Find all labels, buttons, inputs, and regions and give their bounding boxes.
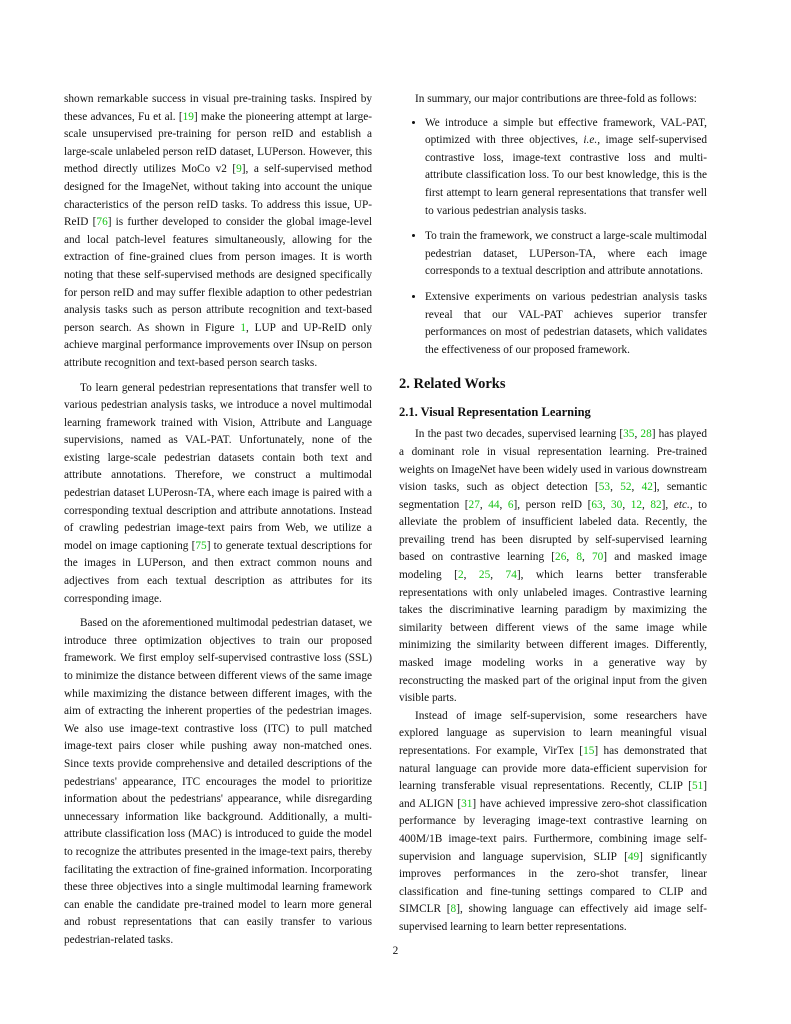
paragraph-intro-continued: shown remarkable success in visual pre-training tasks. Inspired by these advances, Fu et al. [19] make the pioneering attempt at large-scale unsupervised pre-training for person reID and establish a large-scale unlabeled person reID dataset, LUPerson. However, this method directly utilizes MoCo v2 [9], a self-supervised method designed for the ImageNet, without taking into account the unique characteristics of the person reID tasks. To address this issue, UP-ReID [76] is further developed to consider the global image-level and local patch-level features simultaneously, allowing for the extraction of fine-grained clues from person images. It is worth noting that these self-supervised methods are designed specifically for person reID and may suffer flexible adaption to other pedestrian analysis tasks such as person attribute recognition and text-based person search. As shown in Figure 1, LUP and UP-ReID only achieve marginal performance improvements over INsup on person attribute recognition and text-based person search tasks. (64, 93, 373, 369)
citation-link[interactable]: 6 (507, 498, 514, 511)
citation-link[interactable]: 1 (240, 321, 246, 334)
paragraph-objectives: Based on the aforementioned multimodal pedestrian dataset, we introduce three optimization objectives to train our proposed framework. We first employ self-supervised contrastive loss (SSL) to minimize the distance between different views of the same image while maximizing the distance between different images, with the aim of extracting the inherent properties of the pedestrian images. We also use image-text contrastive loss (ITC) to pull matched image-text pairs closer while pushing away non-matched ones. Since texts provide comprehensive and detailed descriptions of the pedestrians' appearance, ITC encourages the model to prioritize information about the pedestrians' appearance, while disregarding unnecessary information like background. Additionally, a multi-attribute classification loss (MAC) is introduced to guide the model to recognize the attributes presented in the image-text pairs, thereby facilitating the extraction of fine-grained information. Incorporating these three objectives into a single multimodal learning framework can enable the candidate pre-trained model to learn more general and robust representations that can easily transfer to various pedestrian-related tasks. (64, 617, 372, 946)
citation-link[interactable]: 70 (592, 551, 604, 564)
citation-link[interactable]: 30 (611, 498, 623, 511)
citation-link[interactable]: 12 (630, 498, 642, 511)
citation-link[interactable]: 82 (650, 498, 662, 511)
citation-link[interactable]: 2 (457, 569, 464, 582)
citation-link[interactable]: 76 (96, 216, 108, 229)
list-item: • Extensive experiments on various pedestrian analysis tasks reveal that our VAL-PAT achieves superior transfer performances on most of pedestrian datasets, which validates the effectiveness of our proposed framework. (425, 289, 707, 359)
citation-link[interactable]: 8 (450, 903, 457, 916)
italic-text: etc. (673, 498, 690, 511)
citation-link[interactable]: 51 (691, 780, 704, 793)
citation-link[interactable]: 28 (640, 428, 652, 441)
citation-link[interactable]: 74 (505, 569, 517, 582)
left-column (64, 91, 372, 950)
list-item: • We introduce a simple but effective framework, VAL-PAT, optimized with three objectives, i.e., image self-supervised contrastive loss, image-text contrastive loss and multi-attribute classification loss. To our best knowledge, this is the first attempt to learn general representations that transfer well to various pedestrian analysis tasks. (425, 115, 707, 221)
citation-link[interactable]: 75 (195, 539, 207, 552)
citation-link[interactable]: 52 (620, 481, 632, 494)
paragraph-language-supervision: Instead of image self-supervision, some researchers have explored language as supervision to learn meaningful visual representations. For example, VirTex [15] has demonstrated that natural language can provide more data-efficient supervision for learning transferable visual representations. Recently, CLIP [51] and ALIGN [31] have achieved impressive zero-shot classification performance by leveraging image-text contrastive learning on 400M/1B image-text pairs. Furthermore, combining image self-supervision and language supervision, SLIP [49] significantly improves performances in the zero-shot transfer, linear classification and fine-tuning settings compared to CLIP and SIMCLR [8], showing language can effectively aid image self-supervised learning to learn better representations. (399, 709, 707, 933)
page-number: 2 (392, 945, 399, 957)
citation-link[interactable]: 15 (583, 745, 595, 757)
citation-link[interactable]: 26 (555, 551, 567, 564)
citation-link[interactable]: 27 (468, 498, 480, 511)
citation-link[interactable]: 8 (576, 551, 582, 564)
citation-link[interactable]: 49 (627, 850, 640, 863)
paragraph-contributions-summary: In summary, our major contributions are three-fold as follows: (415, 93, 697, 105)
contributions-list (399, 115, 707, 360)
paragraph-val-pat-intro: To learn general pedestrian representations that transfer well to various pedestrian analysis tasks, we introduce a novel multimodal learning framework trained with Vision, Attribute and Language supervisions, named as VAL-PAT. Unfortunately, none of the existing large-scale pedestrian datasets contain both text and attribute annotations. Therefore, we construct a multimodal pedestrian dataset LUPerosn-TA, where each image is paired with a corresponding textual description and attribute annotations. Instead of crawling pedestrian image-text pairs from Web, we utilize a model on image captioning [75] to generate textual descriptions for the images in LUPerson, and then extract common nouns and adjectives from each textual description as attributes for its corresponding image. (64, 381, 372, 605)
citation-link[interactable]: 19 (182, 110, 194, 123)
citation-link[interactable]: 35 (623, 428, 635, 441)
citation-link[interactable]: 42 (641, 481, 653, 494)
right-column (399, 91, 707, 937)
list-item: • To train the framework, we construct a large-scale multimodal pedestrian dataset, LUPerson-TA, where each image corresponds to a textual description and attribute annotations. (425, 228, 707, 281)
citation-link[interactable]: 44 (488, 498, 500, 511)
citation-link[interactable]: 9 (236, 163, 242, 176)
citation-link[interactable]: 25 (478, 569, 491, 582)
section-title: 2. Related Works (399, 376, 506, 393)
citation-link[interactable]: 31 (461, 797, 473, 810)
subsection-title: 2.1. Visual Representation Learning (399, 405, 591, 420)
italic-text: i.e., (583, 134, 601, 147)
paragraph-supervised-learning: In the past two decades, supervised learning [35, 28] has played a dominant role in visual representation learning. Pre-trained weights on ImageNet have been widely used in various downstream vision tasks, such as object detection [53, 52, 42], semantic segmentation [27, 44, 6], person reID [63, 30, 12, 82], etc., to alleviate the problem of insufficient labeled data. Recently, the prevailing trend has been disrupted by self-supervised learning based on contrastive learning [26, 8, 70] and masked image modeling [2, 25, 74], which learns better transferable representations with only unlabeled images. Contrastive learning takes the discriminative learning paradigm by maximizing the similarity between different views of the same image while minimizing the similarity between different images. Differently, masked image modeling works in a generative way by reconstructing the masked part of the original input from the given visible parts. (399, 428, 708, 705)
citation-link[interactable]: 63 (591, 498, 603, 511)
citation-link[interactable]: 53 (598, 481, 611, 494)
